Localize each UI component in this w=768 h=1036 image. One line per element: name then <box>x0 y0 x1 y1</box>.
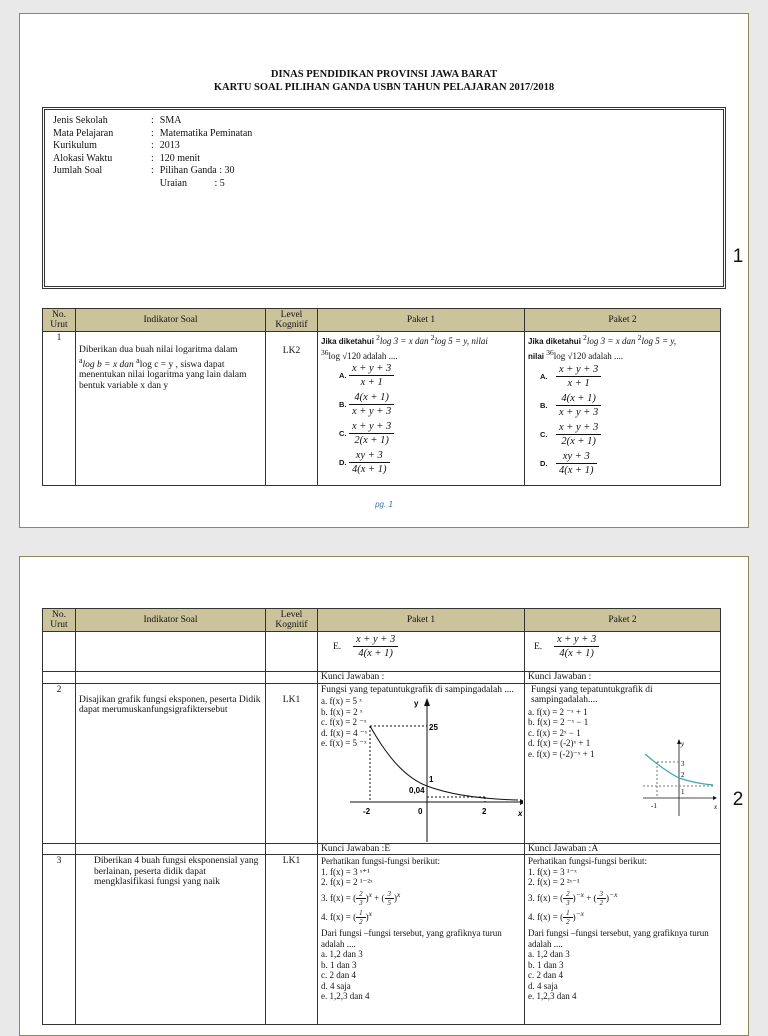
col-level: Level Kognitif <box>266 609 318 632</box>
option-fraction <box>554 633 599 660</box>
option-letter: A. <box>339 371 347 380</box>
fraction-denominator: x + 1 <box>567 378 590 389</box>
exponent: x <box>397 889 401 899</box>
q2-p2-kunci: Kunci Jawaban :A <box>525 843 721 855</box>
q2-p2-option-a[interactable]: a. f(x) = 2 ⁻ˣ + 1 <box>528 706 588 717</box>
q1-no: 1 <box>43 332 76 486</box>
q1-p1-option-a[interactable] <box>321 361 521 390</box>
q1-sup-36: 36 <box>546 347 554 357</box>
q1-cont-no <box>43 672 76 684</box>
q2-p1-option-b[interactable]: b. f(x) = 2 ˣ <box>321 706 363 717</box>
option-fraction <box>353 633 398 660</box>
q3-p2-choice-c[interactable]: c. 2 dan 4 <box>528 970 563 981</box>
fraction-denominator: 4(x + 1) <box>358 648 393 659</box>
fraction-denominator: x + y + 3 <box>559 407 599 418</box>
q1-p2-kunci: Kunci Jawaban : <box>525 672 721 684</box>
q1-sup-2: 2 <box>376 333 380 342</box>
q3-p2-f3: 3. f(x) = ( $\frac{2}{3}$ )$^{-x}$ + ( $\frac{3}{2}$ )$^{-x}$ <box>528 889 618 907</box>
q2-p2-option-b[interactable]: b. f(x) = 2 ⁻ˣ − 1 <box>528 717 589 727</box>
q1-p1-option-c[interactable] <box>321 419 521 448</box>
option-letter: C. <box>339 429 347 438</box>
info-label: Alokasi Waktu <box>53 152 113 164</box>
q1-paket2 <box>525 332 721 486</box>
fraction-denominator: 3 <box>359 898 363 907</box>
info-value: 2013 <box>159 140 180 151</box>
option-fraction <box>556 363 601 390</box>
tick-label: -2 <box>363 806 371 816</box>
q1-sup-36: 36 <box>321 347 329 357</box>
fraction-numerator: 1 <box>563 909 573 918</box>
fraction-numerator: 1 <box>356 909 366 918</box>
table-row <box>43 332 721 486</box>
label-1: 1 <box>681 787 685 796</box>
x-label: x <box>518 808 523 818</box>
q3-indikator: Diberikan 4 buah fungsi eksponensial yang berlainan, peserta didik dapat mengklasifikasi fungsi yang naik <box>76 855 266 1025</box>
q1-p2-stem-c: log 5 = y, <box>641 336 677 346</box>
q1-p2-stem-d: nilai <box>528 351 545 361</box>
option-letter: C. <box>540 430 548 439</box>
q2-indikator: Disajikan grafik fungsi eksponen, peserta Didik dapat merumuskanfungsigrafiktersebut <box>76 683 266 843</box>
info-label <box>53 178 151 191</box>
f3-label: 3. f(x) = <box>528 892 558 903</box>
label-004: 0,04 <box>409 785 425 795</box>
fraction-denominator: 2 <box>599 898 604 907</box>
info-value: Pilihan Ganda : 30 <box>159 165 235 176</box>
option-letter: B. <box>339 400 347 409</box>
q2-paket2 <box>525 683 721 843</box>
fraction-denominator: x + y + 3 <box>352 406 392 417</box>
fraction-numerator: x + y + 3 <box>353 633 398 647</box>
info-row <box>53 115 258 128</box>
col-paket1: Paket 1 <box>318 609 525 632</box>
q1-p1-stem-b: log 3 = x dan <box>379 336 429 346</box>
q3-p1-f1: 1. f(x) = 3 ˣ⁺¹ <box>321 866 370 877</box>
header-title <box>20 68 748 94</box>
f4-label: 4. f(x) = <box>528 911 558 922</box>
q2-cont-indikator <box>76 843 266 855</box>
fraction-numerator: 3 <box>597 890 607 899</box>
info-label: Jumlah Soal <box>53 165 103 176</box>
page-number: 2 <box>732 789 744 810</box>
option-fraction <box>349 362 394 389</box>
q3-paket1 <box>318 855 525 1025</box>
info-value: Matematika Peminatan <box>159 127 253 139</box>
q1-p1-option-d[interactable] <box>321 448 521 477</box>
q1-sup-2: 2 <box>583 333 587 342</box>
info-value: 120 menit <box>159 152 201 164</box>
label-2: 2 <box>681 770 685 779</box>
q2-cont-no <box>43 843 76 855</box>
q1-p2-stem-e: log √120 adalah .... <box>553 350 623 361</box>
q3-p2-f2: 2. f(x) = 2 ²ˣ⁻¹ <box>528 877 580 887</box>
option-fraction <box>556 421 601 448</box>
fraction-numerator: x + y + 3 <box>554 633 599 647</box>
info-value: SMA <box>159 115 182 126</box>
q2-p1-stem: Fungsi yang tepatuntukgrafik di sampingadalah .... <box>321 684 514 695</box>
fraction-numerator: xy + 3 <box>349 449 390 463</box>
table-row <box>43 672 721 684</box>
col-paket1: Paket 1 <box>318 309 525 332</box>
table-header-row <box>43 309 721 332</box>
info-row <box>53 140 258 153</box>
q3-p1-f3: 3. f(x) = ( $\frac{2}{3}$ )$^x$ + ( $\frac{3}{5}$ )$^x$ <box>321 889 401 907</box>
q1-cont-indikator <box>76 672 266 684</box>
x-axis-arrow <box>713 796 717 800</box>
info-label: Mata Pelajaran <box>53 127 114 139</box>
table-header-row <box>43 609 721 632</box>
q2-level: LK1 <box>266 683 318 843</box>
header-line-2: KARTU SOAL PILIHAN GANDA USBN TAHUN PELAJARAN 2017/2018 <box>213 82 555 93</box>
info-sep <box>151 178 160 191</box>
option-letter: E. <box>333 641 342 652</box>
option-fraction <box>349 449 390 476</box>
q1-cont-level <box>266 632 318 672</box>
fraction-denominator: 3 <box>566 898 570 907</box>
info-box <box>42 107 726 289</box>
q2-p2-option-c[interactable]: c. f(x) = 2ˣ − 1 <box>528 727 581 738</box>
info-value: Uraian : 5 <box>159 177 225 189</box>
q2-p1-graph <box>348 696 523 846</box>
fraction-denominator: 2(x + 1) <box>354 435 389 446</box>
info-sep: : <box>151 165 154 176</box>
fraction-numerator: x + y + 3 <box>349 362 394 376</box>
fraction-numerator: xy + 3 <box>556 450 597 464</box>
fraction-numerator: 4(x + 1) <box>556 392 601 406</box>
option-fraction <box>556 450 597 477</box>
y-axis-arrow <box>424 698 430 706</box>
q3-p1-f4: 4. f(x) = ( $\frac{1}{2}$ )$^x$ <box>321 908 372 927</box>
q1-p1-option-b[interactable] <box>321 390 521 419</box>
q2-p1-option-d[interactable]: d. f(x) = 4 ⁻ˣ <box>321 727 368 738</box>
q1-p1-kunci: Kunci Jawaban : <box>318 672 525 684</box>
page-1 <box>19 13 749 528</box>
fraction-denominator: x + 1 <box>360 377 383 388</box>
option-letter: D. <box>540 459 548 468</box>
fraction-numerator: 3 <box>385 890 395 899</box>
label-3: 3 <box>681 759 685 768</box>
q2-p1-option-a[interactable]: a. f(x) = 5 ˣ <box>321 696 362 706</box>
q2-p2-stem: Fungsi yang tepatuntukgrafik di sampingadalah.... <box>531 684 653 705</box>
q2-p1-option-c[interactable]: c. f(x) = 2 ⁻ˣ <box>321 717 367 727</box>
q3-p2-f4: 4. f(x) = ( $\frac{1}{2}$ )$^{-x}$ <box>528 908 584 927</box>
col-level: Level Kognitif <box>266 309 318 332</box>
page-2 <box>19 556 749 1036</box>
exponent: x <box>368 908 372 918</box>
info-sep: : <box>151 152 154 164</box>
q3-p1-choice-d[interactable]: d. 4 saja <box>321 980 351 991</box>
col-paket2: Paket 2 <box>525 609 721 632</box>
fraction-numerator: x + y + 3 <box>556 363 601 377</box>
q3-p2-choice-b[interactable]: b. 1 dan 3 <box>528 959 564 970</box>
fraction-denominator: 4(x + 1) <box>559 465 594 476</box>
tick-minus-1: -1 <box>651 801 657 810</box>
q2-p2-option-d[interactable]: d. f(x) = (-2)ˣ + 1 <box>528 738 591 748</box>
q3-p1-choice-a[interactable]: a. 1,2 dan 3 <box>321 949 363 960</box>
fraction-denominator: 5 <box>387 898 391 907</box>
y-label: y <box>414 698 419 708</box>
q3-p2-choice-e[interactable]: e. 1,2,3 dan 4 <box>528 991 577 1002</box>
page-footer: pg. 1 <box>375 500 393 509</box>
fraction-numerator: 2 <box>356 890 366 899</box>
q2-p1-option-e[interactable]: e. f(x) = 5 ⁻ˣ <box>321 738 367 748</box>
option-letter: A. <box>540 372 548 381</box>
q3-p2-choice-d[interactable]: d. 4 saja <box>528 980 558 991</box>
tick-label: 2 <box>482 806 487 816</box>
table-row <box>43 855 721 1025</box>
fraction-denominator: 2 <box>359 918 363 927</box>
q1-p1-stem-c: log 5 = y, nilai <box>434 336 488 346</box>
q1-p2-option-d[interactable] <box>528 449 717 478</box>
q3-p2-choice-a[interactable]: a. 1,2 dan 3 <box>528 949 570 960</box>
info-row <box>53 128 258 141</box>
q1-sup-2: 2 <box>430 333 435 342</box>
q1-p2-option-e[interactable] <box>525 632 721 672</box>
q3-no: 3 <box>43 855 76 1025</box>
q2-p2-graph <box>641 736 721 818</box>
fraction-denominator: 4(x + 1) <box>352 464 387 475</box>
col-no: No. Urut <box>43 609 76 632</box>
f4-label: 4. f(x) = <box>321 911 351 922</box>
table-row <box>43 632 721 672</box>
fraction-denominator: 2(x + 1) <box>561 436 596 447</box>
q3-p1-choice-b[interactable]: b. 1 dan 3 <box>321 959 357 970</box>
q1-cont-no <box>43 632 76 672</box>
x-axis-arrow <box>520 799 523 805</box>
q1-paket1 <box>318 332 525 486</box>
option-letter: B. <box>540 401 548 410</box>
q2-no: 2 <box>43 683 76 843</box>
col-paket2: Paket 2 <box>525 309 721 332</box>
question-table-1 <box>42 308 721 486</box>
label-25: 25 <box>429 722 438 732</box>
col-no: No. Urut <box>43 309 76 332</box>
q1-p1-option-e[interactable] <box>318 632 525 672</box>
q1-p2-stem-b: log 3 = x dan <box>586 336 636 346</box>
q3-level: LK1 <box>266 855 318 1025</box>
label-1: 1 <box>429 774 434 784</box>
q2-cont-level <box>266 843 318 855</box>
q1-p1-stem-d: log √120 adalah .... <box>328 350 398 361</box>
fraction-denominator: 2 <box>566 918 570 927</box>
q3-p1-f2: 2. f(x) = 2 ¹⁻²ˣ <box>321 877 373 887</box>
tick-label: 0 <box>418 806 423 816</box>
f3-label: 3. f(x) = <box>321 892 351 903</box>
question-table-2 <box>42 608 721 1025</box>
q1-p2-option-a[interactable] <box>528 362 717 391</box>
q1-cont-indikator <box>76 632 266 672</box>
curve <box>370 726 518 800</box>
q1-indikator-text-a: Diberikan dua buah nilai logaritma dalam <box>79 345 238 355</box>
option-letter: E. <box>534 641 543 652</box>
q3-p1-choice-e[interactable]: e. 1,2,3 dan 4 <box>321 991 370 1002</box>
fraction-numerator: x + y + 3 <box>556 421 601 435</box>
q1-p2-option-c[interactable] <box>528 420 717 449</box>
q3-p1-question: Dari fungsi –fungsi tersebut, yang grafiknya turun adalah .... <box>321 928 502 949</box>
col-indikator: Indikator Soal <box>76 609 266 632</box>
info-row <box>53 165 258 178</box>
fraction-numerator: 2 <box>563 890 573 899</box>
info-label: Jenis Sekolah <box>53 115 108 126</box>
option-fraction <box>556 392 601 419</box>
option-letter: D. <box>339 458 347 467</box>
q2-p1-kunci: Kunci Jawaban :E <box>318 843 525 855</box>
q1-indikator <box>76 332 266 486</box>
q1-p2-option-b[interactable] <box>528 391 717 420</box>
q3-p1-choice-c[interactable]: c. 2 dan 4 <box>321 970 356 981</box>
q1-sup-2: 2 <box>637 333 642 342</box>
option-fraction <box>349 391 394 418</box>
col-indikator: Indikator Soal <box>76 309 266 332</box>
info-sep: : <box>151 115 154 126</box>
exponent: −x <box>609 889 618 899</box>
q1-sup-a: a <box>136 355 140 365</box>
q3-paket2 <box>525 855 721 1025</box>
q1-sup-a: a <box>79 355 83 365</box>
fraction-numerator: x + y + 3 <box>349 420 394 434</box>
q2-paket1 <box>318 683 525 843</box>
q3-p2-question: Dari fungsi –fungsi tersebut, yang grafiknya turun adalah .... <box>528 928 709 949</box>
q1-level: LK2 <box>266 332 318 486</box>
q3-p1-stem: Perhatikan fungsi-fungsi berikut: <box>321 856 440 866</box>
info-label: Kurikulum <box>53 140 97 151</box>
page-number: 1 <box>732 246 744 267</box>
fraction-numerator: 4(x + 1) <box>349 391 394 405</box>
y-label: y <box>681 739 685 748</box>
info-row <box>53 153 258 166</box>
q3-p2-f1: 1. f(x) = 3 ¹⁻ˣ <box>528 866 577 877</box>
info-sep: : <box>151 127 154 139</box>
info-table <box>53 115 258 190</box>
q1-indikator-text-b: log b = x dan <box>82 359 134 370</box>
q1-indikator-text-c: log c = y , siswa dapat menentukan nilai logaritma yang lain dalam bentuk variable x dan y <box>79 359 247 391</box>
q1-p1-stem-a: Jika diketahui <box>321 337 374 346</box>
fraction-denominator: 4(x + 1) <box>559 648 594 659</box>
table-row <box>43 683 721 843</box>
exponent: −x <box>575 908 584 918</box>
info-sep: : <box>151 140 154 151</box>
exponent: x <box>368 889 372 899</box>
option-fraction <box>349 420 394 447</box>
info-row <box>53 178 258 191</box>
q3-p2-stem: Perhatikan fungsi-fungsi berikut: <box>528 856 647 866</box>
q1-cont-level <box>266 672 318 684</box>
exponent: −x <box>575 889 584 899</box>
x-label: x <box>714 802 718 811</box>
q1-p2-stem-a: Jika diketahui <box>528 337 581 346</box>
header-line-1: DINAS PENDIDIKAN PROVINSI JAWA BARAT <box>270 69 498 80</box>
q2-p2-option-e[interactable]: e. f(x) = (-2)⁻ˣ + 1 <box>528 748 595 759</box>
